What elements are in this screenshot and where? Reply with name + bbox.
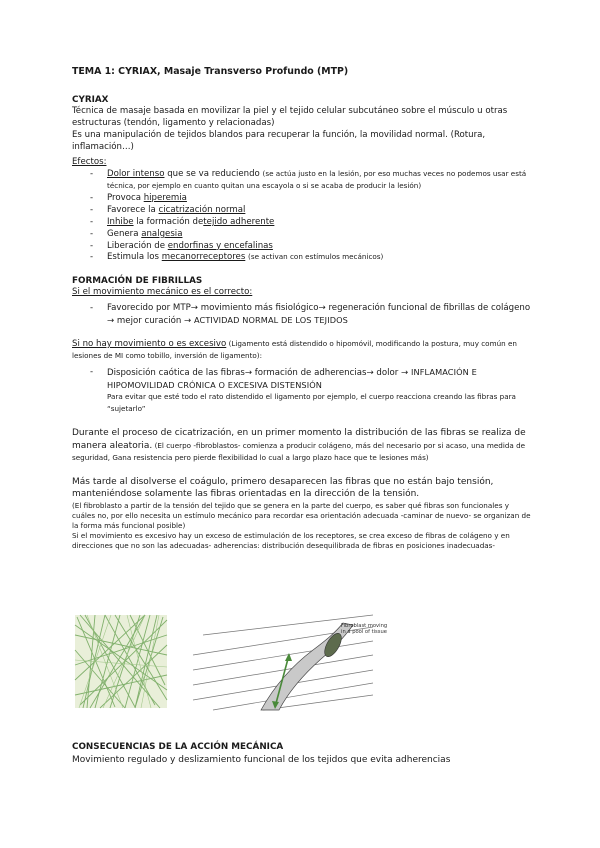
figure-label-line2: in a pool of tissue [341, 629, 387, 635]
random-fibers-image [75, 615, 167, 708]
cyriax-definition: Técnica de masaje basada en movilizar la piel y el tejido celular subcutáneo sobre el músculo u otras estructuras (tendón, ligamento y relacionadas) [72, 106, 508, 128]
fibers-figure [75, 615, 388, 710]
correcto-label: Si el movimiento mecánico es el correcto: [72, 287, 253, 298]
efecto-item: - Genera analgesia [90, 229, 532, 241]
oriented-fibers-image [193, 615, 388, 710]
fibroblasto-note: (El fibroblasto a partir de la tensión del tejido que se genera en la parte del cuerpo, es saber qué fibras son funcionales y cuáles no, por ello necesita un estímulo mecánico para recordar esa orientación adecuada -caminar de nuevo- se organizan de la forma más funcional posible) [72, 500, 531, 530]
efectos-label: Efectos: [72, 156, 107, 167]
consecuencias-text: Movimiento regulado y deslizamiento funcional de los tejidos que evita adherencias [72, 754, 451, 765]
page-title: TEMA 1: CYRIAX, Masaje Transverso Profundo (MTP) [72, 66, 349, 77]
consecuencias-section [72, 741, 532, 767]
cyriax-description: Es una manipulación de tejidos blandos para recuperar la función, la movilidad normal. (Rotura, inflamación…) [72, 129, 486, 152]
efecto-item: - Provoca hiperemia [90, 193, 532, 205]
excesivo-item: - Disposición caótica de las fibras→ formación de adherencias→ dolor → INFLAMACIÓN E HIPOMOVILIDAD CRÓNICA O EXCESIVA DISTENSIÓN Para evitar que esté todo el rato distendido el ligamento por ejemplo, el cuerpo reacciona creando las fibras para “sujetarlo” [90, 367, 532, 416]
efecto-item: - Estimula los mecanorreceptores (se activan con estímulos mecánicos) [90, 252, 532, 264]
correcto-list [72, 303, 532, 328]
efecto-item: - Favorece la cicatrización normal [90, 205, 532, 217]
excesivo-label: Si no hay movimiento o es excesivo (Ligamento está distendido o hipomóvil, modificando la postura, muy común en lesiones de MI como tobillo, inversión de ligamento): [72, 338, 517, 360]
exceso-note: Si el movimiento es excesivo hay un exceso de estimulación de los receptores, se crea exceso de fibras de colágeno y en direcciones que no son las adecuadas- adherencias: distribución desequilibrada de fibras en posiciones inadecuadas- [72, 530, 510, 550]
efecto-item: - Inhibe la formación detejido adherente [90, 217, 532, 229]
cyriax-heading: CYRIAX [72, 94, 109, 105]
figure-label-line1: Fibroblast moving [341, 623, 388, 629]
durante-paragraph: Durante el proceso de cicatrización, en un primer momento la distribución de las fibras se realiza de manera aleatoria. (El cuerpo -fibroblastos- comienza a producir colágeno, más del necesario por si acaso, una medida de seguridad, Gana resistencia pero pierde flexibilidad lo cual a largo plazo hace que te lesiones más) [72, 428, 526, 462]
fibrillas-heading: FORMACIÓN DE FIBRILLAS [72, 276, 203, 287]
efecto-item: - Dolor intenso que se va reduciendo (se actúa justo en la lesión, por eso muchas veces no podemos usar está técnica, por ejemplo en cuanto quitan una escayola o si se acaba de producir la lesión) [90, 169, 532, 193]
document-body [72, 66, 532, 551]
correcto-item: - Favorecido por MTP→ movimiento más fisiológico→ regeneración funcional de fibrillas de colágeno → mejor curación → ACTIVIDAD NORMAL DE LOS TEJIDOS [90, 303, 532, 328]
consecuencias-heading: CONSECUENCIAS DE LA ACCIÓN MECÁNICA [72, 742, 284, 752]
excesivo-list [72, 367, 532, 416]
efecto-item: - Liberación de endorfinas y encefalinas [90, 241, 532, 253]
efectos-list [72, 169, 532, 264]
mas-tarde-paragraph: Más tarde al disolverse el coágulo, primero desaparecen las fibras que no están bajo tensión, manteniéndose solamente las fibras orientadas en la dirección de la tensión. [72, 476, 494, 500]
